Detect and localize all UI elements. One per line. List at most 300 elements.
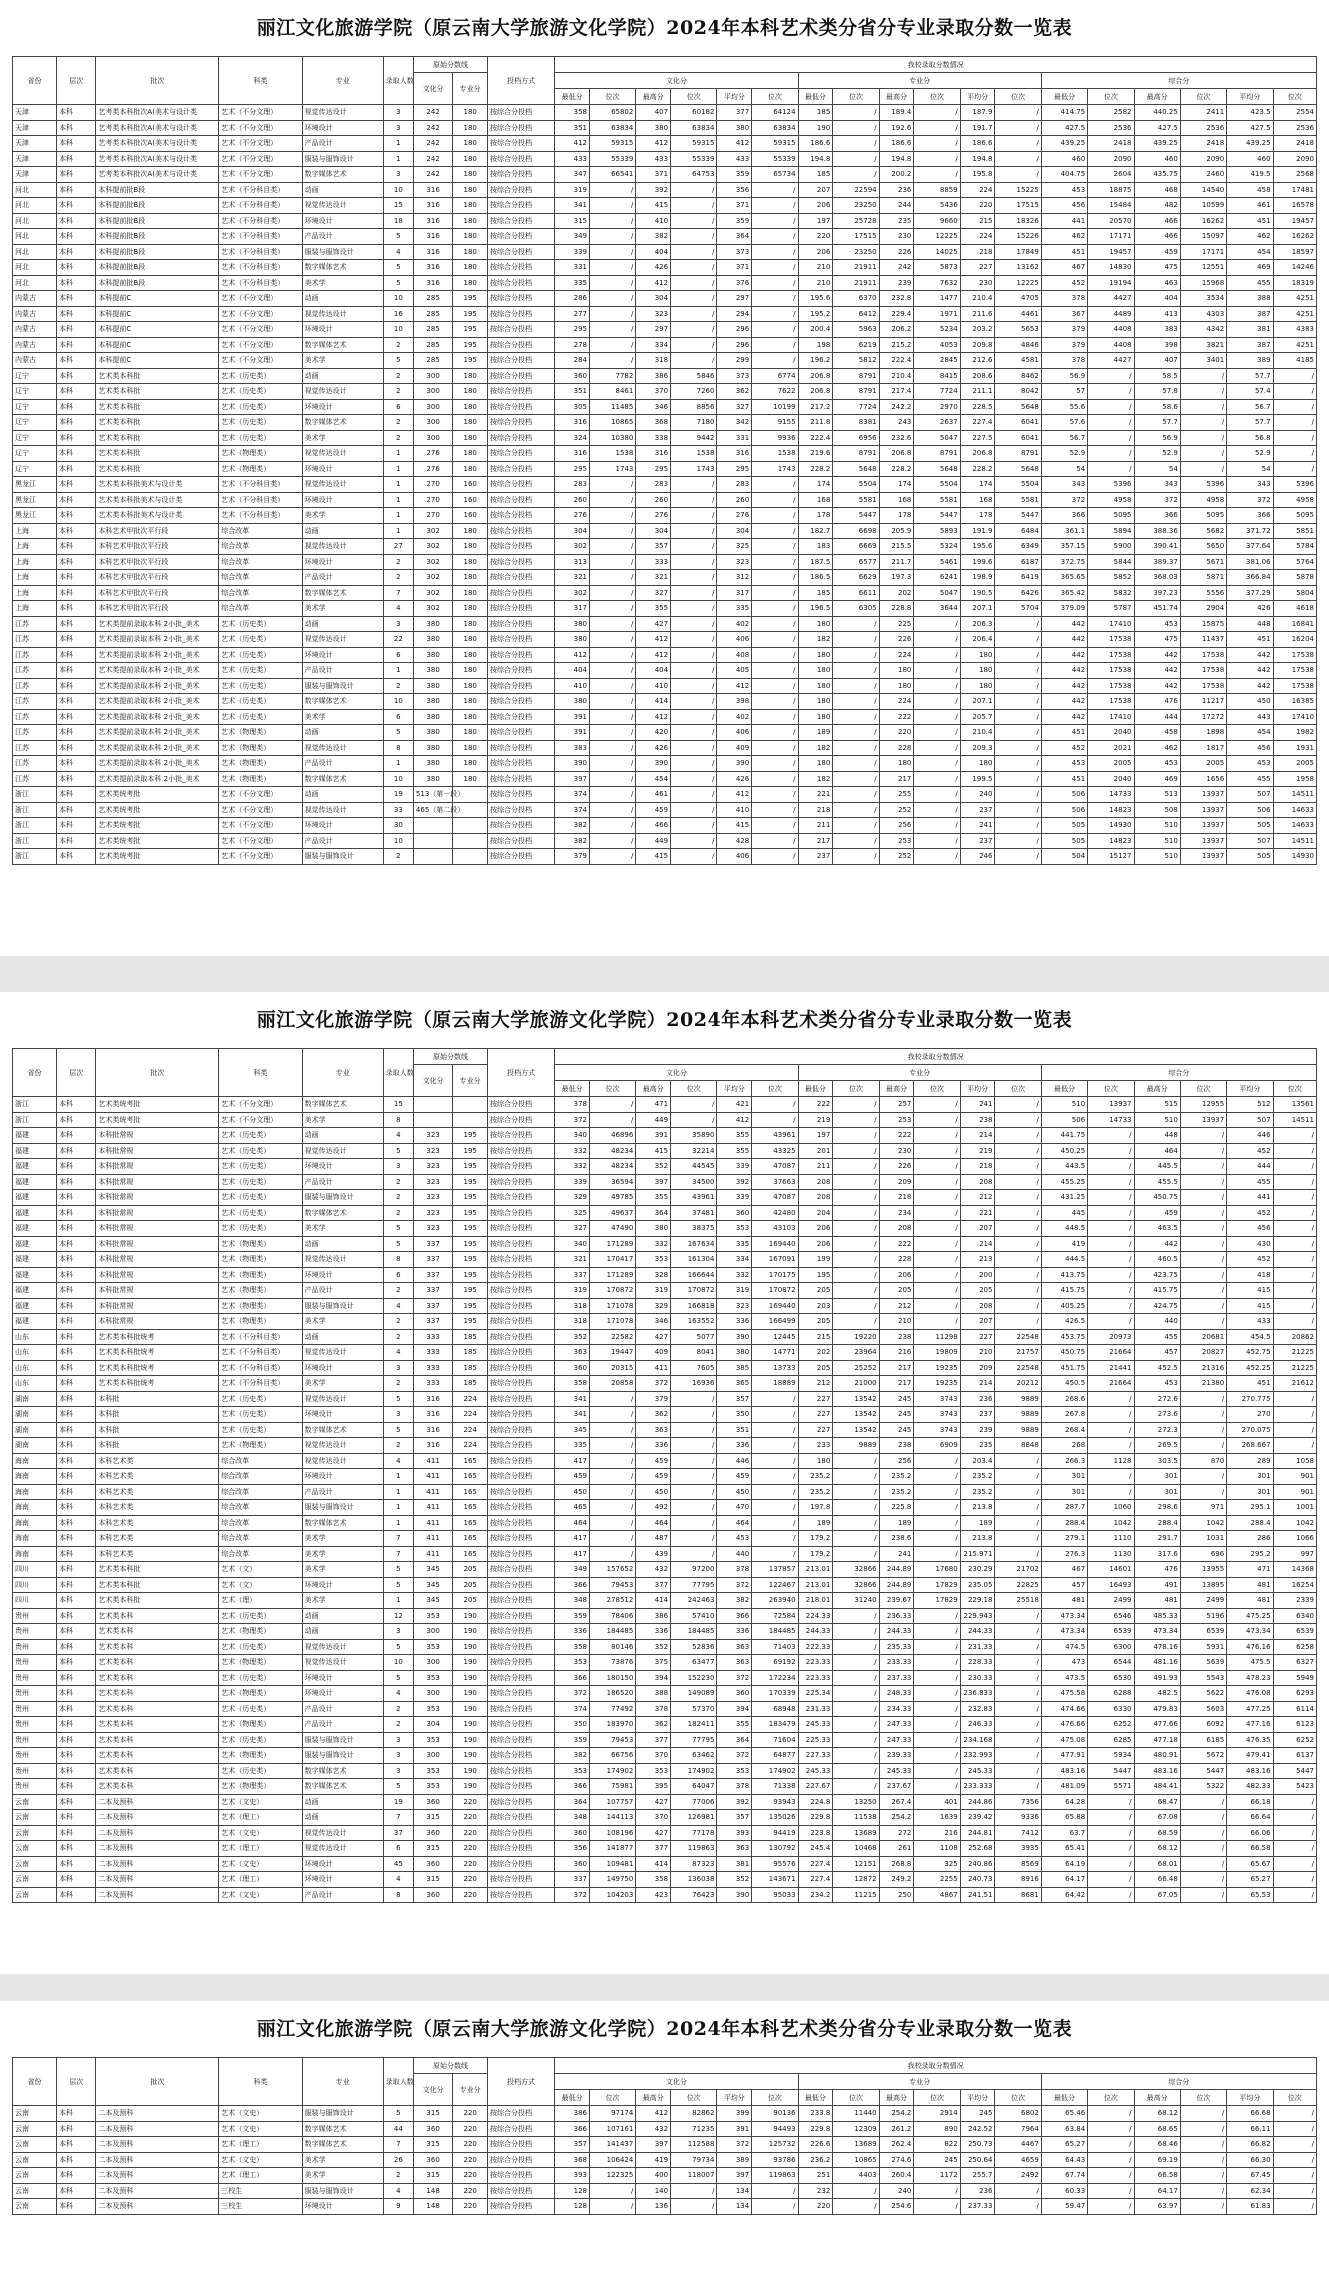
header-rank: 位次 xyxy=(995,89,1041,105)
table-cell: 14733 xyxy=(1088,787,1134,803)
table-cell: / xyxy=(995,616,1041,632)
table-cell: 180 xyxy=(798,709,833,725)
table-cell: 288.4 xyxy=(1041,1515,1087,1531)
table-cell: 环境设计 xyxy=(302,1872,383,1888)
table-cell: / xyxy=(590,1484,636,1500)
table-cell: 491 xyxy=(1134,1577,1180,1593)
table-cell: 270 xyxy=(1227,1407,1273,1423)
table-cell: 本科 xyxy=(57,1407,96,1423)
table-cell: 按综合分投档 xyxy=(488,1267,555,1283)
table-cell: 21664 xyxy=(1088,1345,1134,1361)
table-cell: 211 xyxy=(798,818,833,834)
table-cell: 297 xyxy=(636,322,671,338)
table-cell: 419 xyxy=(636,2152,671,2168)
table-cell: 57370 xyxy=(671,1701,717,1717)
table-cell: 17538 xyxy=(1180,647,1226,663)
table-cell: 艺术（不分文理） xyxy=(219,1112,302,1128)
table-cell: 304 xyxy=(717,523,752,539)
table-cell: 207.1 xyxy=(960,601,995,617)
table-cell: 2 xyxy=(383,678,413,694)
table-cell: 226 xyxy=(879,1159,914,1175)
table-cell: 315 xyxy=(413,1841,452,1857)
table-cell: 艺术类本科 xyxy=(96,1624,219,1640)
table-cell: 本科 xyxy=(57,833,96,849)
table-cell: 本科 xyxy=(57,632,96,648)
table-cell: 1 xyxy=(383,151,413,167)
table-cell: / xyxy=(995,1608,1041,1624)
table-cell: 454.5 xyxy=(1227,1329,1273,1345)
table-cell: 1060 xyxy=(1088,1500,1134,1516)
table-cell: 180 xyxy=(798,694,833,710)
table-cell: / xyxy=(833,1159,879,1175)
header-enrolled: 录取人数 xyxy=(383,57,413,105)
table-cell: 77178 xyxy=(671,1825,717,1841)
table-cell: 382 xyxy=(717,1593,752,1609)
table-cell: 285 xyxy=(413,322,452,338)
table-cell: 389.37 xyxy=(1134,554,1180,570)
table-cell: 432 xyxy=(636,2121,671,2137)
table-cell: 353 xyxy=(413,1639,452,1655)
table-cell: 本科 xyxy=(57,105,96,121)
table-cell: 7964 xyxy=(995,2121,1041,2137)
table-cell: 4 xyxy=(383,601,413,617)
table-cell: 107161 xyxy=(590,2121,636,2137)
table-row xyxy=(13,570,1317,586)
table-cell: 数字媒体艺术 xyxy=(302,2121,383,2137)
table-cell: 本科 xyxy=(57,1112,96,1128)
table-cell: 458 xyxy=(1134,725,1180,741)
table-cell: 442 xyxy=(1134,663,1180,679)
table-cell: 470 xyxy=(717,1500,752,1516)
table-cell: / xyxy=(995,136,1041,152)
table-cell: 459 xyxy=(1134,1205,1180,1221)
table-cell: 180 xyxy=(453,647,488,663)
table-cell: 22582 xyxy=(590,1329,636,1345)
table-cell: 378 xyxy=(717,1779,752,1795)
table-cell: / xyxy=(590,554,636,570)
table-cell: 按综合分投档 xyxy=(488,2152,555,2168)
table-cell: / xyxy=(995,1701,1041,1717)
table-row xyxy=(13,1407,1317,1423)
table-cell: 按综合分投档 xyxy=(488,1515,555,1531)
table-cell: 372 xyxy=(555,1686,590,1702)
table-cell: 507 xyxy=(1227,787,1273,803)
table-cell: 226 xyxy=(879,244,914,260)
table-cell: 64.43 xyxy=(1041,2152,1087,2168)
table-cell: 13561 xyxy=(1273,1097,1316,1113)
table-cell: 8042 xyxy=(995,384,1041,400)
table-cell: 艺术（不分科目类） xyxy=(219,1329,302,1345)
table-cell: 67.08 xyxy=(1134,1810,1180,1826)
table-cell: 本科提前C xyxy=(96,322,219,338)
header-enrolled: 录取人数 xyxy=(383,2058,413,2106)
table-cell: 本科提前C xyxy=(96,306,219,322)
table-cell: 413.75 xyxy=(1041,1267,1087,1283)
table-cell: 455 xyxy=(1227,275,1273,291)
table-cell: / xyxy=(752,291,798,307)
table-cell: 465 xyxy=(555,1500,590,1516)
table-cell: 247.33 xyxy=(879,1717,914,1733)
table-cell: 2040 xyxy=(1088,771,1134,787)
header-rank: 位次 xyxy=(995,1081,1041,1097)
table-cell: 206.2 xyxy=(879,322,914,338)
table-cell: 产品设计 xyxy=(302,663,383,679)
table-cell: 316 xyxy=(555,446,590,462)
table-cell: / xyxy=(914,616,960,632)
table-cell: 213.8 xyxy=(960,1500,995,1516)
table-cell: 艺术类本科批统考 xyxy=(96,1376,219,1392)
table-cell: 57 xyxy=(1041,384,1087,400)
header-min: 最低分 xyxy=(798,2090,833,2106)
table-cell: 363 xyxy=(717,1841,752,1857)
table-cell: 180 xyxy=(453,120,488,136)
table-cell: 艺术（物理类） xyxy=(219,771,302,787)
table-cell: 260.4 xyxy=(879,2168,914,2184)
table-cell: 7356 xyxy=(995,1794,1041,1810)
table-cell: / xyxy=(1088,2183,1134,2199)
table-cell: 411 xyxy=(636,1360,671,1376)
table-cell: 125732 xyxy=(752,2137,798,2153)
table-row xyxy=(13,275,1317,291)
table-cell: 316 xyxy=(413,1422,452,1438)
table-cell: 52836 xyxy=(671,1639,717,1655)
table-cell: 380 xyxy=(413,740,452,756)
table-cell: 126981 xyxy=(671,1810,717,1826)
table-cell: / xyxy=(833,167,879,183)
table-cell: / xyxy=(752,694,798,710)
table-cell: 451 xyxy=(1041,244,1087,260)
table-cell: 451.74 xyxy=(1134,601,1180,617)
table-cell: 483.16 xyxy=(1041,1763,1087,1779)
table-cell: 482.5 xyxy=(1134,1686,1180,1702)
table-cell: 海南 xyxy=(13,1515,57,1531)
table-cell: 65802 xyxy=(590,105,636,121)
table-cell: 223.33 xyxy=(798,1655,833,1671)
table-cell: 云南 xyxy=(13,2168,57,2184)
table-cell: 195 xyxy=(453,1283,488,1299)
table-cell: 482.33 xyxy=(1227,1779,1273,1795)
table-cell: 484.41 xyxy=(1134,1779,1180,1795)
table-cell: 475.5 xyxy=(1227,1655,1273,1671)
table-row xyxy=(13,647,1317,663)
table-cell: 433 xyxy=(555,151,590,167)
table-cell: 186.6 xyxy=(798,136,833,152)
table-cell: 动画 xyxy=(302,368,383,384)
table-cell: 本科 xyxy=(57,492,96,508)
table-cell: 6123 xyxy=(1273,1717,1316,1733)
table-cell: / xyxy=(995,1732,1041,1748)
table-cell: 510 xyxy=(1134,849,1180,865)
table-cell: 海南 xyxy=(13,1484,57,1500)
table-cell: 237 xyxy=(960,833,995,849)
table-cell: 服装与服饰设计 xyxy=(302,151,383,167)
table-cell: 252 xyxy=(879,802,914,818)
table-cell: 345 xyxy=(413,1562,452,1578)
table-cell: 165 xyxy=(453,1484,488,1500)
table-cell: / xyxy=(590,802,636,818)
table-cell: 195 xyxy=(453,353,488,369)
table-cell: 199 xyxy=(798,1252,833,1268)
table-cell: 按综合分投档 xyxy=(488,585,555,601)
table-cell: 455 xyxy=(1134,1329,1180,1345)
table-cell: 222 xyxy=(798,1097,833,1113)
table-cell: 1 xyxy=(383,136,413,152)
table-cell: 按综合分投档 xyxy=(488,1112,555,1128)
table-cell: 本科 xyxy=(57,446,96,462)
table-cell: 12309 xyxy=(833,2121,879,2137)
header-control-culture: 文化分 xyxy=(413,1065,452,1097)
table-cell: 166818 xyxy=(671,1298,717,1314)
table-cell: 14830 xyxy=(1088,260,1134,276)
table-row xyxy=(13,353,1317,369)
table-cell: 185 xyxy=(798,167,833,183)
table-cell: 10865 xyxy=(833,2152,879,2168)
table-cell: 206.8 xyxy=(879,446,914,462)
table-cell: 68.12 xyxy=(1134,2106,1180,2122)
table-cell: 215 xyxy=(798,1329,833,1345)
table-cell: / xyxy=(1088,1267,1134,1283)
table-cell: 艺术（不分科目类） xyxy=(219,260,302,276)
table-cell: 本科 xyxy=(57,1639,96,1655)
table-cell: / xyxy=(833,1112,879,1128)
table-cell: 417 xyxy=(555,1453,590,1469)
table-cell: / xyxy=(914,1500,960,1516)
table-cell: 481 xyxy=(1227,1593,1273,1609)
table-cell: 17538 xyxy=(1180,663,1226,679)
table-row xyxy=(13,1624,1317,1640)
table-cell: / xyxy=(752,663,798,679)
table-cell: 997 xyxy=(1273,1546,1316,1562)
table-cell: 本科 xyxy=(57,1872,96,1888)
table-cell: 2090 xyxy=(1088,151,1134,167)
table-cell: 205 xyxy=(453,1577,488,1593)
table-row xyxy=(13,709,1317,725)
table-cell: 334 xyxy=(717,1252,752,1268)
table-cell: 66.58 xyxy=(1227,1841,1273,1857)
table-cell: 浙江 xyxy=(13,833,57,849)
table-cell: 环境设计 xyxy=(302,461,383,477)
table-cell: 综合改革 xyxy=(219,1484,302,1500)
table-cell: 14025 xyxy=(914,244,960,260)
table-cell: / xyxy=(752,647,798,663)
table-cell: 195 xyxy=(453,1221,488,1237)
header-rank: 位次 xyxy=(833,89,879,105)
table-cell: 本科 xyxy=(57,1097,96,1113)
table-cell: 180 xyxy=(453,260,488,276)
table-cell: 福建 xyxy=(13,1298,57,1314)
table-cell: 4 xyxy=(383,1298,413,1314)
table-cell: 227 xyxy=(960,260,995,276)
table-cell: 2536 xyxy=(1273,120,1316,136)
table-row xyxy=(13,1391,1317,1407)
table-cell: 279.1 xyxy=(1041,1531,1087,1547)
table-cell: / xyxy=(1088,1856,1134,1872)
table-cell: 本科 xyxy=(57,616,96,632)
table-cell: 357.15 xyxy=(1041,539,1087,555)
table-cell: 艺考类本科批次A(美术与设计类 xyxy=(96,120,219,136)
table-cell: 149089 xyxy=(671,1686,717,1702)
table-cell: 245 xyxy=(879,1422,914,1438)
table-cell: 206.8 xyxy=(798,368,833,384)
table-cell: 艺术（物理类） xyxy=(219,446,302,462)
table-cell: 57.4 xyxy=(1227,384,1273,400)
table-cell: 按综合分投档 xyxy=(488,1748,555,1764)
table-cell: 按综合分投档 xyxy=(488,663,555,679)
table-cell: 180 xyxy=(879,663,914,679)
table-cell: 7260 xyxy=(671,384,717,400)
table-cell: 17410 xyxy=(1273,709,1316,725)
table-cell: 224 xyxy=(960,229,995,245)
table-cell: 17829 xyxy=(914,1593,960,1609)
header-school-scores: 我校录取分数情况 xyxy=(555,57,1317,73)
table-cell: 2 xyxy=(383,384,413,400)
table-cell: 227 xyxy=(960,1329,995,1345)
table-cell: 9442 xyxy=(671,430,717,446)
table-cell: / xyxy=(1273,1810,1316,1826)
table-cell: 6349 xyxy=(995,539,1041,555)
table-cell: 350 xyxy=(717,1407,752,1423)
table-cell: 21612 xyxy=(1273,1376,1316,1392)
table-cell: 4 xyxy=(383,1128,413,1144)
table-cell: 253 xyxy=(879,1112,914,1128)
table-cell: 451 xyxy=(1041,725,1087,741)
table-cell: 446 xyxy=(1227,1128,1273,1144)
table-cell: 21225 xyxy=(1273,1345,1316,1361)
table-cell: 315 xyxy=(555,213,590,229)
table-cell: 本科 xyxy=(57,1841,96,1857)
table-cell: 本科 xyxy=(57,1748,96,1764)
table-cell: / xyxy=(1273,1143,1316,1159)
table-cell: / xyxy=(752,632,798,648)
table-row xyxy=(13,1267,1317,1283)
table-cell: 134 xyxy=(717,2199,752,2215)
table-cell: 388 xyxy=(1227,291,1273,307)
table-cell: 16578 xyxy=(1273,198,1316,214)
table-row xyxy=(13,1190,1317,1206)
table-cell: 19457 xyxy=(1088,244,1134,260)
table-row xyxy=(13,663,1317,679)
table-cell: / xyxy=(833,1670,879,1686)
table-cell: 5900 xyxy=(1088,539,1134,555)
table-cell: 按综合分投档 xyxy=(488,1624,555,1640)
table-cell: 491.93 xyxy=(1134,1670,1180,1686)
table-cell: 环境设计 xyxy=(302,1856,383,1872)
table-cell: 180 xyxy=(879,678,914,694)
table-cell: 本科 xyxy=(57,1887,96,1903)
table-cell: 464 xyxy=(555,1515,590,1531)
table-cell: 336 xyxy=(636,1438,671,1454)
table-cell: 按综合分投档 xyxy=(488,787,555,803)
table-cell: 12225 xyxy=(914,229,960,245)
table-cell: 341 xyxy=(555,1407,590,1423)
table-cell: 本科批常规 xyxy=(96,1314,219,1330)
table-cell: 按综合分投档 xyxy=(488,1779,555,1795)
table-cell: 动画 xyxy=(302,725,383,741)
table-cell: 287.7 xyxy=(1041,1500,1087,1516)
table-cell: 295 xyxy=(555,461,590,477)
table-cell: / xyxy=(914,1097,960,1113)
table-cell: 360 xyxy=(413,1825,452,1841)
table-cell: 动画 xyxy=(302,1624,383,1640)
table-cell: 206.3 xyxy=(960,616,995,632)
table-cell: 本科 xyxy=(57,1329,96,1345)
table-cell: 224 xyxy=(879,694,914,710)
table-cell: 412 xyxy=(636,275,671,291)
table-cell: 256 xyxy=(879,1453,914,1469)
header-rank: 位次 xyxy=(914,89,960,105)
table-cell: 8569 xyxy=(995,1856,1041,1872)
table-cell: 本科批常规 xyxy=(96,1283,219,1299)
table-cell: / xyxy=(752,570,798,586)
table-cell: 109481 xyxy=(590,1856,636,1872)
table-cell: 本科艺术甲批次平行段 xyxy=(96,539,219,555)
table-cell: 224 xyxy=(453,1438,488,1454)
table-cell: / xyxy=(752,1438,798,1454)
table-cell: 367 xyxy=(1041,306,1087,322)
table-cell: 辽宁 xyxy=(13,384,57,400)
table-cell: 77795 xyxy=(671,1577,717,1593)
table-cell: 43103 xyxy=(752,1221,798,1237)
table-cell: 336 xyxy=(636,1624,671,1640)
table-cell: 195 xyxy=(453,1298,488,1314)
table-cell: 按综合分投档 xyxy=(488,1329,555,1345)
table-cell: 2339 xyxy=(1273,1593,1316,1609)
header-level: 层次 xyxy=(57,57,96,105)
table-cell: / xyxy=(1180,1128,1226,1144)
table-cell: 12151 xyxy=(833,1856,879,1872)
table-cell: 67.05 xyxy=(1134,1887,1180,1903)
table-cell: 5846 xyxy=(671,368,717,384)
table-cell: 本科 xyxy=(57,1391,96,1407)
table-cell: 160 xyxy=(453,508,488,524)
table-cell: 6909 xyxy=(914,1438,960,1454)
table-cell: 366 xyxy=(1041,508,1087,524)
table-cell: / xyxy=(833,2199,879,2215)
table-cell: / xyxy=(1180,2152,1226,2168)
table-cell: 112588 xyxy=(671,2137,717,2153)
table-cell: 66.82 xyxy=(1227,2137,1273,2153)
table-cell: 234.2 xyxy=(798,1887,833,1903)
table-cell: / xyxy=(671,2183,717,2199)
table-cell: 22594 xyxy=(833,182,879,198)
table-cell: 8681 xyxy=(995,1887,1041,1903)
table-cell: 167091 xyxy=(752,1252,798,1268)
table-cell: 240 xyxy=(879,2183,914,2199)
table-cell: 视觉传达设计 xyxy=(302,1143,383,1159)
table-cell: 355 xyxy=(717,1717,752,1733)
table-cell: 337 xyxy=(413,1267,452,1283)
table-cell: 1031 xyxy=(1180,1531,1226,1547)
table-cell: 461 xyxy=(1227,198,1273,214)
table-cell: 本科 xyxy=(57,244,96,260)
table-cell: 412 xyxy=(636,632,671,648)
table-cell: 15226 xyxy=(995,229,1041,245)
table-cell: 艺术（不分文理） xyxy=(219,849,302,865)
table-cell: 6252 xyxy=(1273,1732,1316,1748)
table-cell: 浙江 xyxy=(13,802,57,818)
table-cell: 60182 xyxy=(671,105,717,121)
table-cell: 产品设计 xyxy=(302,833,383,849)
table-cell: 艺术（文史） xyxy=(219,1856,302,1872)
table-cell: 5648 xyxy=(833,461,879,477)
table-cell: 452 xyxy=(1041,740,1087,756)
table-cell: 441.75 xyxy=(1041,1128,1087,1144)
table-cell: 319 xyxy=(555,182,590,198)
table-cell: / xyxy=(914,756,960,772)
table-cell: 5077 xyxy=(671,1329,717,1345)
table-cell: / xyxy=(1180,368,1226,384)
table-cell: 224 xyxy=(453,1422,488,1438)
